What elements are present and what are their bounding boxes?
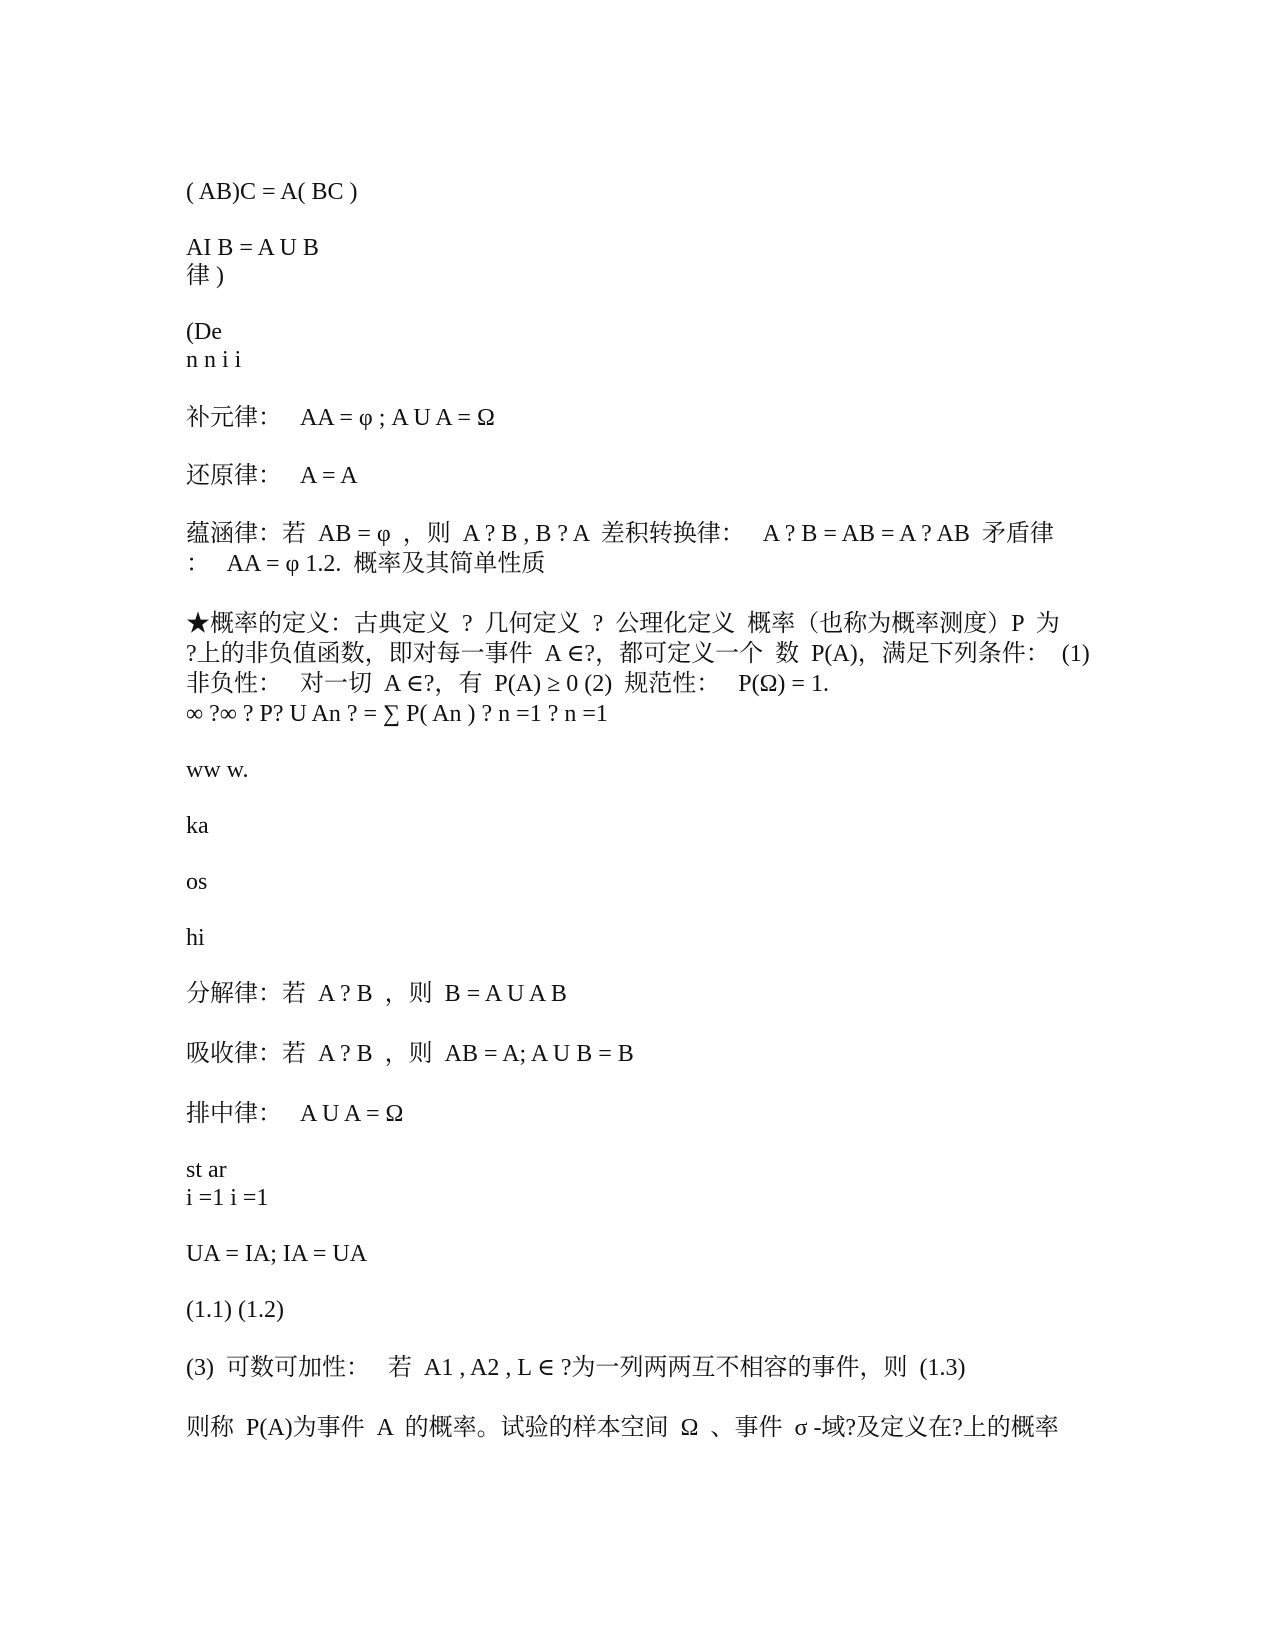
text-line: 蕴涵律：若 AB = φ ，则 A ? B , B ? A 差积转换律： A ? B = AB = A ? AB 矛盾律 bbox=[186, 521, 1054, 547]
text-line: 则称 P(A)为事件 A 的概率。试验的样本空间 Ω 、事件 σ -域?及定义在?上的概率 bbox=[186, 1415, 1059, 1441]
text-line: ★概率的定义：古典定义 ? 几何定义 ? 公理化定义 概率（也称为概率测度）P 为 bbox=[186, 611, 1060, 637]
text-line: (1.1) (1.2) bbox=[186, 1297, 284, 1323]
text-line: ： AA = φ 1.2. 概率及其简单性质 bbox=[186, 551, 546, 577]
text-line: 排中律： A U A = Ω bbox=[186, 1101, 404, 1127]
text-line: 还原律： A = A bbox=[186, 463, 358, 489]
text-line: UA = IA; IA = UA bbox=[186, 1241, 368, 1267]
text-line: ( AB)C = A( BC ) bbox=[186, 179, 358, 205]
text-line: 吸收律：若 A ? B ，则 AB = A; A U B = B bbox=[186, 1041, 634, 1067]
text-line: st ar bbox=[186, 1157, 227, 1183]
text-line: 补元律： AA = φ ; A U A = Ω bbox=[186, 405, 495, 431]
text-line: (De bbox=[186, 319, 222, 345]
text-line: ?上的非负值函数，即对每一事件 A ∈?，都可定义一个 数 P(A)，满足下列条件： (1) bbox=[186, 641, 1090, 667]
text-line: hi bbox=[186, 925, 205, 951]
text-line: 分解律：若 A ? B ，则 B = A U A B bbox=[186, 981, 567, 1007]
text-line: 律 ) bbox=[186, 263, 224, 289]
text-line: i =1 i =1 bbox=[186, 1185, 269, 1211]
text-line: ww w. bbox=[186, 757, 249, 783]
text-line: ka bbox=[186, 813, 209, 839]
text-line: 非负性： 对一切 A ∈?，有 P(A) ≥ 0 (2) 规范性： P(Ω) = 1. bbox=[186, 671, 829, 697]
text-line: AI B = A U B bbox=[186, 235, 319, 261]
text-line: os bbox=[186, 869, 208, 895]
text-line: n n i i bbox=[186, 347, 242, 373]
text-line: (3) 可数可加性： 若 A1 , A2 , L ∈ ?为一列两两互不相容的事件，则 (1.3) bbox=[186, 1355, 966, 1381]
text-line: ∞ ?∞ ? P? U An ? = ∑ P( An ) ? n =1 ? n =1 bbox=[186, 701, 608, 727]
